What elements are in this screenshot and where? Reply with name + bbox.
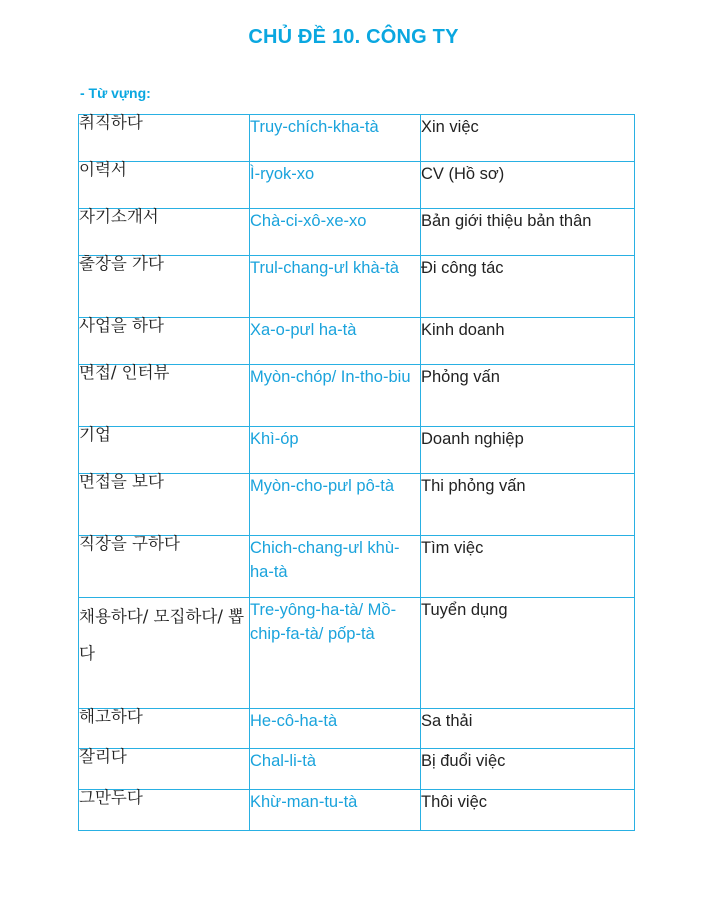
page-title: CHỦ ĐỀ 10. CÔNG TY [248, 26, 459, 48]
meaning-cell: Thôi việc [421, 790, 635, 831]
meaning-cell: Tuyển dụng [421, 598, 635, 709]
pronunciation-cell: Tre-yông-ha-tà/ Mồ-chip-fa-tà/ pốp-tà [250, 598, 421, 709]
vocabulary-table [78, 114, 635, 831]
table-row [79, 598, 635, 709]
meaning-cell: Bị đuổi việc [421, 749, 635, 790]
korean-cell: 채용하다/ 모집하다/ 뽑다 [79, 598, 250, 709]
table-row [79, 709, 635, 749]
pronunciation-cell: He-cô-ha-tà [250, 709, 421, 749]
table-row [79, 209, 635, 256]
table-row [79, 256, 635, 318]
pronunciation-cell: Khừ-man-tu-tà [250, 790, 421, 831]
korean-cell: 직장을 구하다 [79, 536, 250, 598]
korean-cell: 면접/ 인터뷰 [79, 365, 250, 427]
meaning-cell: Kinh doanh [421, 318, 635, 365]
meaning-cell: Xin việc [421, 115, 635, 162]
korean-cell: 기업 [79, 427, 250, 474]
meaning-cell: Doanh nghiệp [421, 427, 635, 474]
pronunciation-cell: Chal-li-tà [250, 749, 421, 790]
pronunciation-cell: Xa-o-pưl ha-tà [250, 318, 421, 365]
korean-cell: 면접을 보다 [79, 474, 250, 536]
table-row [79, 474, 635, 536]
korean-cell: 취직하다 [79, 115, 250, 162]
meaning-cell: Phỏng vấn [421, 365, 635, 427]
pronunciation-cell: Ì-ryok-xo [250, 162, 421, 209]
table-row [79, 536, 635, 598]
meaning-cell: CV (Hồ sơ) [421, 162, 635, 209]
section-label: - Từ vựng: [80, 85, 151, 101]
pronunciation-cell: Trul-chang-ưl khà-tà [250, 256, 421, 318]
table-row [79, 115, 635, 162]
pronunciation-cell: Khì-óp [250, 427, 421, 474]
korean-cell: 사업을 하다 [79, 318, 250, 365]
table-row [79, 790, 635, 831]
meaning-cell: Sa thải [421, 709, 635, 749]
table-row [79, 365, 635, 427]
pronunciation-cell: Chich-chang-ưl khù-ha-tà [250, 536, 421, 598]
meaning-cell: Đi công tác [421, 256, 635, 318]
pronunciation-cell: Truy-chích-kha-tà [250, 115, 421, 162]
korean-cell: 잘리다 [79, 749, 250, 790]
pronunciation-cell: Myòn-cho-pưl pô-tà [250, 474, 421, 536]
table-row [79, 162, 635, 209]
table-row [79, 427, 635, 474]
pronunciation-cell: Chà-ci-xô-xe-xo [250, 209, 421, 256]
pronunciation-cell: Myòn-chóp/ In-tho-biu [250, 365, 421, 427]
meaning-cell: Tìm việc [421, 536, 635, 598]
meaning-cell: Thi phỏng vấn [421, 474, 635, 536]
korean-cell: 해고하다 [79, 709, 250, 749]
table-row [79, 318, 635, 365]
meaning-cell: Bản giới thiệu bản thân [421, 209, 635, 256]
korean-cell: 그만두다 [79, 790, 250, 831]
table-row [79, 749, 635, 790]
korean-cell: 출장을 가다 [79, 256, 250, 318]
korean-cell: 자기소개서 [79, 209, 250, 256]
korean-cell: 이력서 [79, 162, 250, 209]
